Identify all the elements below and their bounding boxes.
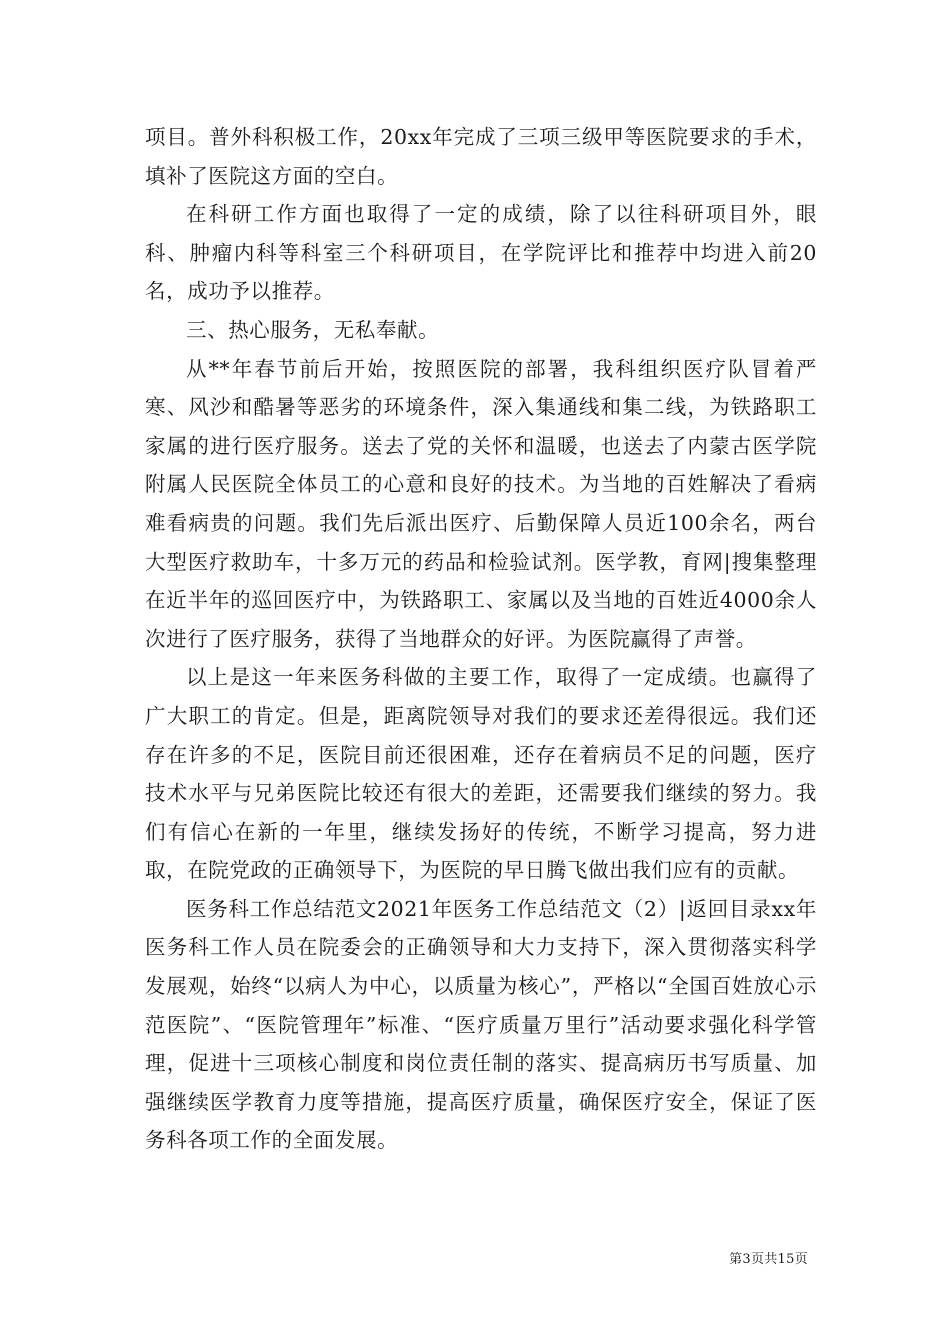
section-heading: 三、热心服务，无私奉献。: [186, 317, 440, 342]
document-body: [145, 118, 817, 1160]
paragraph-5: 医务科工作总结范文2021年医务工作总结范文（2）|返回目录xx年医务科工作人员在院委会的正确领导和大力支持下，深入贯彻落实科学发展观，始终“以病人为中心，以质量为核心”，严格以“全国百姓放心示范医院”、“医院管理年”标准、“医疗质量万里行”活动要求强化科学管理，促进十三项核心制度和岗位责任制的落实、提高病历书写质量、加强继续医学教育力度等措施，提高医疗质量，确保医疗安全，保证了医务科各项工作的全面发展。: [145, 896, 817, 1153]
paragraph-3: 从**年春节前后开始，按照医院的部署，我科组织医疗队冒着严寒、风沙和酷暑等恶劣的环境条件，深入集通线和集二线，为铁路职工家属的进行医疗服务。送去了党的关怀和温暖，也送去了内蒙古医学院附属人民医院全体员工的心意和良好的技术。为当地的百姓解决了看病难看病贵的问题。我们先后派出医疗、后勤保障人员近100余名，两台大型医疗救助车，十多万元的药品和检验试剂。医学教，育网|搜集整理在近半年的巡回医疗中，为铁路职工、家属以及当地的百姓近4000余人次进行了医疗服务，获得了当地群众的好评。为医院赢得了声誉。: [145, 356, 817, 651]
paragraph-1: 项目。普外科积极工作，20xx年完成了三项三级甲等医院要求的手术，填补了医院这方面的空白。: [145, 125, 817, 188]
paragraph-2: 在科研工作方面也取得了一定的成绩，除了以往科研项目外，眼科、肿瘤内科等科室三个科研项目，在学院评比和推荐中均进入前20名，成功予以推荐。: [145, 202, 817, 304]
page-number-footer: 第3页共15页: [729, 1252, 808, 1267]
paragraph-4: 以上是这一年来医务科做的主要工作，取得了一定成绩。也赢得了广大职工的肯定。但是，距离院领导对我们的要求还差得很远。我们还存在许多的不足，医院目前还很困难，还存在着病员不足的问题，医疗技术水平与兄弟医院比较还有很大的差距，还需要我们继续的努力。我们有信心在新的一年里，继续发扬好的传统，不断学习提高，努力进取，在院党政的正确领导下，为医院的早日腾飞做出我们应有的贡献。: [145, 665, 817, 883]
